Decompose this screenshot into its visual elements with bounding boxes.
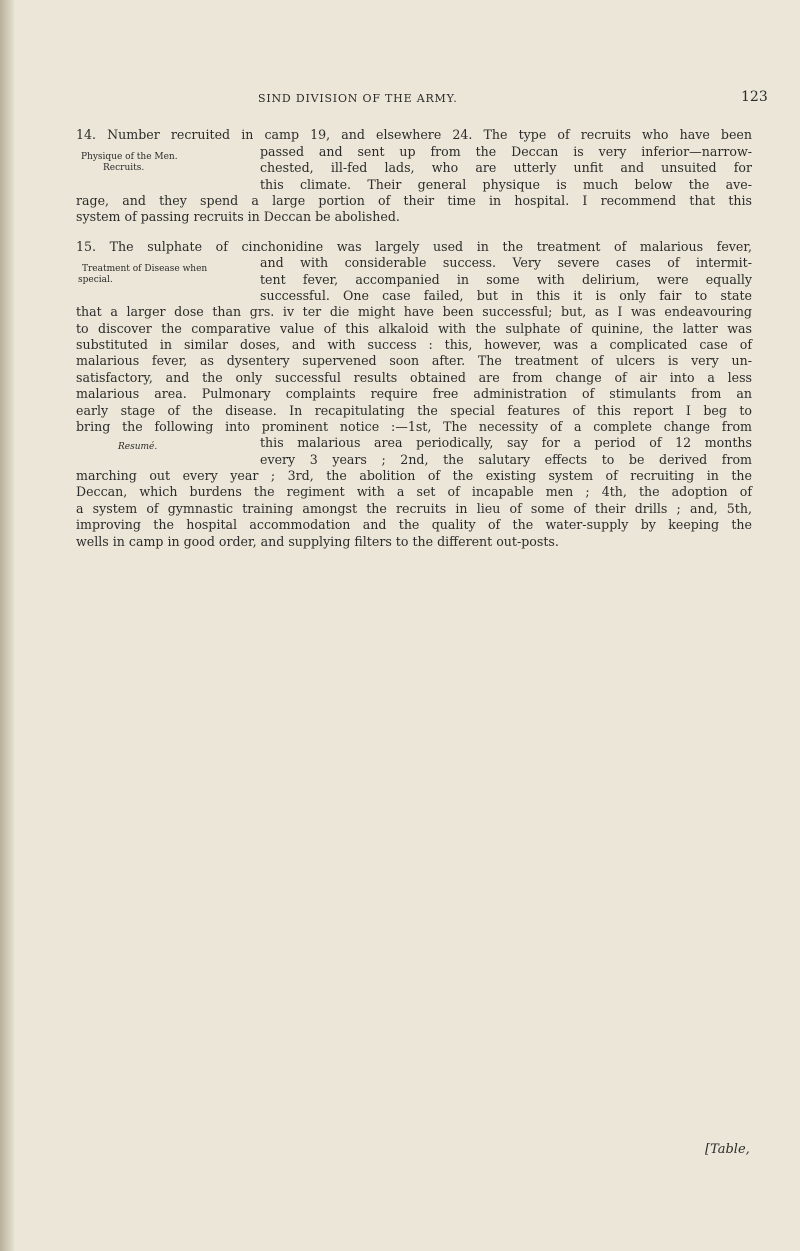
paragraph-line: substituted in similar doses, and with success : this, however, was a complicated case of (76, 337, 752, 352)
paragraph-line: a system of gymnastic training amongst the recruits in lieu of some of their drills ; and, 5th, (76, 501, 752, 516)
paragraph-line: early stage of the disease. In recapitulating the special features of this report I beg to (76, 403, 752, 418)
page-number: 123 (741, 89, 768, 105)
paragraph-line: malarious fever, as dysentery supervened soon after. The treatment of ulcers is very un- (76, 353, 752, 368)
paragraph-line: and with considerable success. Very severe cases of intermit- (260, 255, 752, 270)
paragraph-line: rage, and they spend a large portion of their time in hospital. I recommend that this (76, 193, 752, 208)
margin-note-line: Physique of the Men. (81, 152, 178, 162)
page-header (0, 89, 800, 108)
running-title: SIND DIVISION OF THE ARMY. (258, 92, 458, 105)
paragraph-line: to discover the comparative value of this alkaloid with the sulphate of quinine, the latter was (76, 321, 752, 336)
paragraph-line: chested, ill-fed lads, who are utterly unfit and unsuited for (260, 160, 752, 175)
paragraph-line: bring the following into prominent notice :—1st, The necessity of a complete change from (76, 419, 752, 434)
paragraph-line: 14. Number recruited in camp 19, and elsewhere 24. The type of recruits who have been (76, 127, 752, 142)
paragraph-line: marching out every year ; 3rd, the abolition of the existing system of recruiting in the (76, 468, 752, 483)
paragraph-line: satisfactory, and the only successful results obtained are from change of air into a less (76, 370, 752, 385)
margin-note-line: Treatment of Disease when (82, 264, 208, 274)
resume-margin-note: Resumé. (118, 442, 158, 452)
paragraph-line: improving the hospital accommodation and the quality of the water-supply by keeping the (76, 517, 752, 532)
catchword: [Table, (705, 1142, 750, 1157)
paragraph-line: tent fever, accompanied in some with delirium, were equally (260, 272, 752, 287)
paragraph-line: passed and sent up from the Deccan is very inferior—narrow- (260, 144, 752, 159)
paragraph-line: that a larger dose than grs. iv ter die might have been successful; but, as I was endeavouring (76, 304, 752, 319)
paragraph-line: wells in camp in good order, and supplying filters to the different out-posts. (76, 534, 559, 549)
paragraph-line: every 3 years ; 2nd, the salutary effects to be derived from (260, 452, 752, 467)
margin-note-line: Recruits. (103, 163, 145, 173)
paragraph-line: Deccan, which burdens the regiment with a set of incapable men ; 4th, the adoption of (76, 484, 752, 499)
paragraph-line: this malarious area periodically, say for a period of 12 months (260, 435, 752, 450)
paragraph-line: 15. The sulphate of cinchonidine was largely used in the treatment of malarious fever, (76, 239, 752, 254)
margin-note-line: special. (78, 275, 113, 285)
paragraph-line: successful. One case failed, but in this it is only fair to state (260, 288, 752, 303)
paragraph-line: malarious area. Pulmonary complaints require free administration of stimulants from an (76, 386, 752, 401)
paragraph-line: system of passing recruits in Deccan be abolished. (76, 209, 400, 224)
paragraph-line: this climate. Their general physique is much below the ave- (260, 177, 752, 192)
book-spine-edge (0, 0, 14, 1251)
